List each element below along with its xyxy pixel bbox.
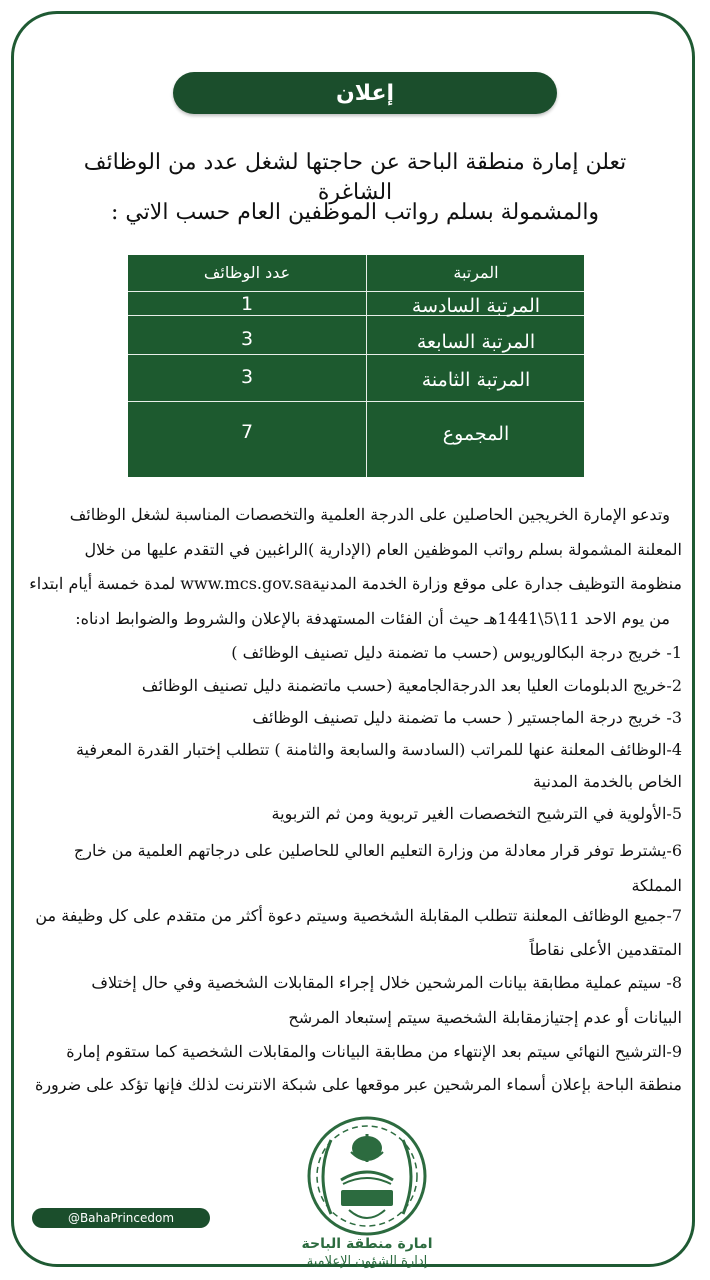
- condition-item: المتقدمين الأعلى نقاطاً: [529, 940, 682, 959]
- table-cell-rank: المرتبة الثامنة: [421, 369, 531, 391]
- table-header-rank: المرتبة: [453, 263, 499, 282]
- table-cell-count: 1: [240, 293, 254, 315]
- body-paragraph-line: المعلنة المشمولة بسلم رواتب الموظفين العام (الإدارية )الراغبين في التقدم عليها من خلال: [84, 540, 682, 559]
- table-cell-count: 3: [240, 328, 254, 350]
- condition-item: 7-جميع الوظائف المعلنة تتطلب المقابلة الشخصية وسيتم دعوة أكثر من متقدم على كل وظيفة من: [35, 906, 682, 925]
- table-cell-rank: المرتبة السابعة: [416, 331, 536, 353]
- condition-item: منطقة الباحة بإعلان أسماء المرشحين عبر موقعها على شبكة الانترنت لذلك فإنها تؤكد على ضرورة: [34, 1075, 682, 1094]
- body-paragraph-line: منظومة التوظيف جدارة على موقع وزارة الخدمة المدنيةwww.mcs.gov.sa لمدة خمسة أيام ابتداء: [29, 574, 682, 593]
- table-rule: [128, 354, 584, 355]
- condition-item: البيانات أو عدم إجتيازمقابلة الشخصية سيتم إستبعاد المرشح: [288, 1008, 682, 1027]
- table-divider: [366, 255, 367, 477]
- dept-name: إدارة الشؤون الإعلامية: [306, 1254, 428, 1269]
- table-rule: [128, 401, 584, 402]
- table-cell-rank: المجموع: [442, 423, 510, 445]
- announcement-title-text: إعلان: [335, 80, 395, 106]
- org-name: امارة منطقة الباحة: [301, 1236, 433, 1252]
- condition-item: 1- خريج درجة البكالوريوس (حسب ما تضمنة دليل تصنيف الوظائف ): [231, 643, 682, 662]
- table-cell-rank: المرتبة السادسة: [411, 295, 541, 317]
- table-rule: [128, 291, 584, 292]
- intro-line-2: والمشمولة بسلم رواتب الموظفين العام حسب الاتي :: [110, 200, 600, 225]
- condition-item: 4-الوظائف المعلنة عنها للمراتب (السادسة والسابعة والثامنة ) تتطلب إختبار القدرة المعرفية: [75, 740, 682, 759]
- condition-item: 3- خريج درجة الماجستير ( حسب ما تضمنة دليل تصنيف الوظائف: [252, 708, 682, 727]
- table-header-count: عدد الوظائف: [203, 263, 291, 282]
- condition-item: 8- سيتم عملية مطابقة بيانات المرشحين خلال إجراء المقابلات الشخصية وفي حال إختلاف: [91, 973, 682, 992]
- condition-item: 6-يشترط توفر قرار معادلة من وزارة التعليم العالي للحاصلين على درجاتهم العلمية من خارج: [73, 841, 682, 860]
- condition-item: 5-الأولوية في الترشيح التخصصات الغير تربوية ومن ثم التربوية: [271, 804, 682, 823]
- condition-item: المملكة: [631, 876, 682, 895]
- condition-item: 2-خريج الدبلومات العليا بعد الدرجةالجامعية (حسب ماتضمنة دليل تصنيف الوظائف: [141, 676, 682, 695]
- body-paragraph-line: وتدعو الإمارة الخريجين الحاصلين على الدرجة العلمية والتخصصات المناسبة لشغل الوظائف: [69, 505, 670, 524]
- social-handle[interactable]: [32, 1208, 210, 1228]
- condition-item: الخاص بالخدمة المدنية: [533, 772, 682, 791]
- saudi-emblem-icon: [301, 1114, 433, 1244]
- body-paragraph-line: من يوم الاحد 11\5\1441هـ حيث أن الفئات المستهدفة بالإعلان والشروط والضوابط ادناه:: [75, 609, 670, 628]
- jobs-table: [128, 255, 584, 477]
- table-cell-count: 3: [240, 366, 254, 388]
- intro-line-1: تعلن إمارة منطقة الباحة عن حاجتها لشغل عدد من الوظائف الشاغرة: [83, 150, 627, 205]
- condition-item: 9-الترشيح النهائي سيتم بعد الإنتهاء من مطابقة البيانات والمقابلات الشخصية كما ستقوم إمارة: [66, 1042, 682, 1061]
- announcement-title: [173, 72, 557, 114]
- table-cell-count: 7: [240, 421, 254, 443]
- social-handle-text: @BahaPrincedom: [67, 1211, 175, 1225]
